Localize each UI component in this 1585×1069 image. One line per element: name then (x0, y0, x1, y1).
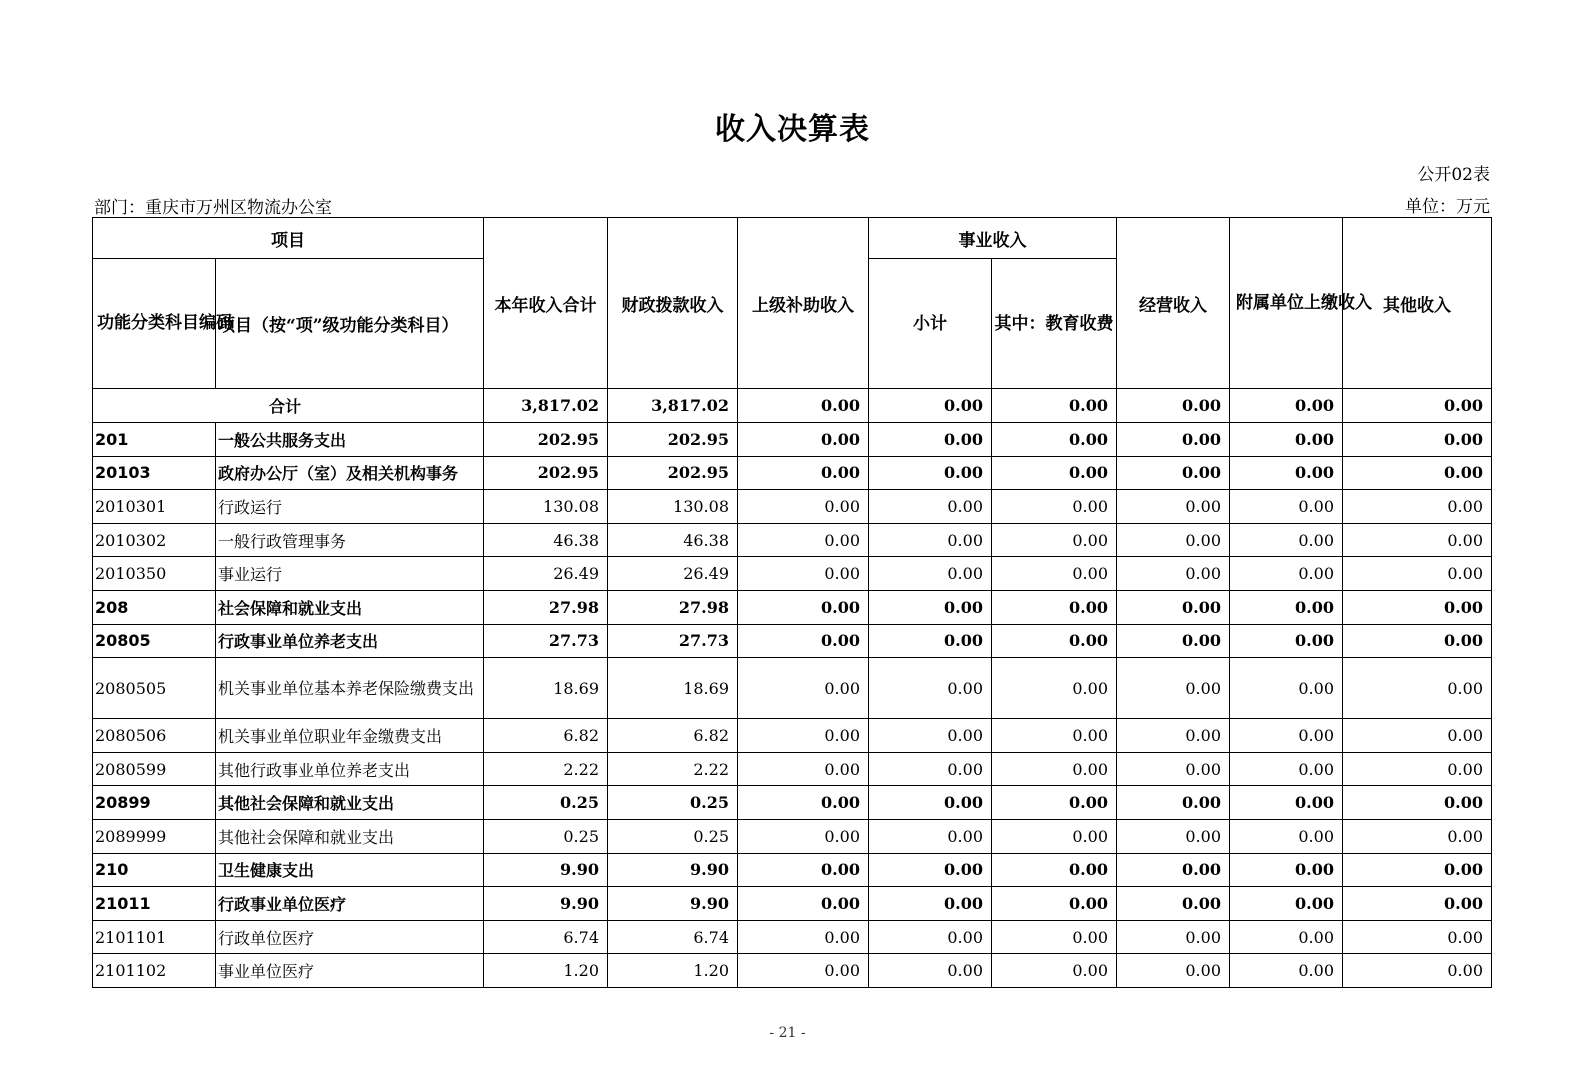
table-row (93, 752, 1492, 786)
row-value-cell: 0.00 (1343, 752, 1492, 786)
row-value-cell: 2.22 (484, 752, 608, 786)
header-education: 其中：教育收费 (992, 259, 1117, 389)
row-name: 事业单位医疗 (216, 954, 484, 988)
row-value-cell: 0.00 (1343, 456, 1492, 490)
row-code: 208 (93, 590, 216, 624)
row-name: 行政单位医疗 (216, 920, 484, 954)
row-value-cell: 0.00 (992, 523, 1117, 557)
row-code: 2010350 (93, 557, 216, 591)
row-value-cell: 0.00 (869, 423, 992, 457)
row-value-cell: 0.00 (869, 523, 992, 557)
row-value-cell: 0.00 (869, 624, 992, 658)
row-value-cell: 0.00 (1117, 590, 1230, 624)
row-value-cell: 130.08 (484, 490, 608, 524)
row-value-cell: 46.38 (608, 523, 738, 557)
row-name: 社会保障和就业支出 (216, 590, 484, 624)
row-name: 机关事业单位基本养老保险缴费支出 (216, 658, 484, 719)
row-value-cell: 0.00 (992, 887, 1117, 921)
row-value-cell: 0.00 (1117, 920, 1230, 954)
row-value-cell: 0.00 (1230, 887, 1343, 921)
row-value-cell: 0.00 (1343, 523, 1492, 557)
header-func-code: 功能分类科目编码 (93, 259, 216, 389)
total-label: 合计 (93, 389, 484, 423)
row-value-cell: 0.00 (1230, 786, 1343, 820)
row-code: 20103 (93, 456, 216, 490)
header-affiliated: 附属单位上缴收入 (1230, 218, 1343, 389)
row-value-cell: 0.00 (869, 490, 992, 524)
form-number: 公开02表 (1417, 165, 1490, 185)
row-value-cell: 0.00 (1230, 819, 1343, 853)
row-value-cell: 0.00 (1230, 456, 1343, 490)
row-value-cell: 27.73 (484, 624, 608, 658)
table-row (93, 557, 1492, 591)
row-value-cell: 0.25 (608, 819, 738, 853)
row-value-cell: 0.00 (869, 719, 992, 753)
table-row (93, 490, 1492, 524)
row-value-cell: 0.00 (1117, 819, 1230, 853)
row-value-cell: 0.00 (1230, 557, 1343, 591)
row-name: 一般行政管理事务 (216, 523, 484, 557)
row-value-cell: 0.00 (1230, 624, 1343, 658)
row-value-cell: 0.00 (1117, 887, 1230, 921)
row-value-cell: 0.00 (1230, 954, 1343, 988)
total-value-cell: 0.00 (992, 389, 1117, 423)
row-code: 2089999 (93, 819, 216, 853)
row-value-cell: 18.69 (608, 658, 738, 719)
header-subtotal: 小计 (869, 259, 992, 389)
row-value-cell: 0.00 (738, 853, 869, 887)
row-code: 2010301 (93, 490, 216, 524)
row-value-cell: 0.00 (1117, 490, 1230, 524)
row-value-cell: 9.90 (484, 887, 608, 921)
row-value-cell: 202.95 (484, 456, 608, 490)
header-row-1 (93, 218, 1492, 259)
row-name: 其他社会保障和就业支出 (216, 819, 484, 853)
row-value-cell: 0.00 (1117, 954, 1230, 988)
table-row (93, 719, 1492, 753)
row-value-cell: 0.00 (738, 954, 869, 988)
row-value-cell: 0.00 (992, 456, 1117, 490)
row-value-cell: 0.00 (869, 819, 992, 853)
row-code: 20899 (93, 786, 216, 820)
row-value-cell: 0.00 (738, 523, 869, 557)
row-value-cell: 0.00 (992, 658, 1117, 719)
row-value-cell: 2.22 (608, 752, 738, 786)
row-value-cell: 0.00 (738, 819, 869, 853)
department-label: 部门：重庆市万州区物流办公室 (94, 198, 332, 218)
table-row (93, 853, 1492, 887)
row-name: 行政事业单位医疗 (216, 887, 484, 921)
row-value-cell: 0.25 (484, 819, 608, 853)
row-value-cell: 0.00 (738, 752, 869, 786)
header-fiscal: 财政拨款收入 (608, 218, 738, 389)
table-row (93, 658, 1492, 719)
row-value-cell: 0.00 (1117, 658, 1230, 719)
row-value-cell: 0.00 (1343, 557, 1492, 591)
row-value-cell: 130.08 (608, 490, 738, 524)
row-value-cell: 0.00 (1343, 490, 1492, 524)
row-value-cell: 0.00 (992, 954, 1117, 988)
table-row (93, 624, 1492, 658)
row-value-cell: 6.82 (484, 719, 608, 753)
row-value-cell: 0.00 (738, 590, 869, 624)
header-project: 项目 (93, 218, 484, 259)
row-value-cell: 26.49 (608, 557, 738, 591)
row-name: 事业运行 (216, 557, 484, 591)
row-value-cell: 0.00 (738, 423, 869, 457)
table-row (93, 423, 1492, 457)
row-value-cell: 0.00 (738, 887, 869, 921)
row-value-cell: 0.00 (869, 590, 992, 624)
table-row (93, 819, 1492, 853)
row-value-cell: 0.00 (1230, 590, 1343, 624)
total-value-cell: 0.00 (738, 389, 869, 423)
row-value-cell: 0.00 (738, 786, 869, 820)
row-value-cell: 6.74 (484, 920, 608, 954)
row-value-cell: 1.20 (484, 954, 608, 988)
row-value-cell: 0.00 (1343, 887, 1492, 921)
row-value-cell: 0.00 (992, 423, 1117, 457)
row-value-cell: 0.00 (1230, 719, 1343, 753)
row-value-cell: 0.00 (1343, 786, 1492, 820)
row-value-cell: 0.00 (1117, 456, 1230, 490)
row-value-cell: 27.73 (608, 624, 738, 658)
row-value-cell: 0.00 (1117, 786, 1230, 820)
row-code: 2101102 (93, 954, 216, 988)
row-value-cell: 0.00 (1117, 853, 1230, 887)
row-value-cell: 0.00 (1117, 523, 1230, 557)
row-value-cell: 0.00 (1343, 658, 1492, 719)
row-value-cell: 0.00 (1230, 523, 1343, 557)
table-row (93, 456, 1492, 490)
row-value-cell: 0.00 (1117, 719, 1230, 753)
header-total: 本年收入合计 (484, 218, 608, 389)
table-row (93, 523, 1492, 557)
row-name: 其他行政事业单位养老支出 (216, 752, 484, 786)
row-value-cell: 46.38 (484, 523, 608, 557)
row-value-cell: 18.69 (484, 658, 608, 719)
row-value-cell: 27.98 (608, 590, 738, 624)
row-value-cell: 0.00 (992, 719, 1117, 753)
row-value-cell: 0.00 (992, 557, 1117, 591)
row-value-cell: 0.00 (1230, 490, 1343, 524)
total-value-cell: 0.00 (1343, 389, 1492, 423)
row-name: 政府办公厅（室）及相关机构事务 (216, 456, 484, 490)
row-value-cell: 0.25 (608, 786, 738, 820)
row-value-cell: 0.00 (869, 557, 992, 591)
row-value-cell: 0.00 (1117, 423, 1230, 457)
total-row (93, 389, 1492, 423)
row-value-cell: 0.00 (1230, 658, 1343, 719)
table-row (93, 954, 1492, 988)
row-code: 2080506 (93, 719, 216, 753)
row-value-cell: 202.95 (608, 456, 738, 490)
header-operating: 经营收入 (1117, 218, 1230, 389)
row-code: 210 (93, 853, 216, 887)
row-value-cell: 0.00 (1230, 423, 1343, 457)
row-value-cell: 0.00 (738, 490, 869, 524)
row-value-cell: 202.95 (484, 423, 608, 457)
row-value-cell: 0.00 (1343, 423, 1492, 457)
row-value-cell: 9.90 (608, 853, 738, 887)
table-row (93, 590, 1492, 624)
row-code: 2010302 (93, 523, 216, 557)
table-row (93, 786, 1492, 820)
row-value-cell: 27.98 (484, 590, 608, 624)
row-value-cell: 0.00 (992, 752, 1117, 786)
page-title: 收入决算表 (715, 112, 870, 147)
row-value-cell: 0.00 (1343, 954, 1492, 988)
total-value-cell: 3,817.02 (608, 389, 738, 423)
row-value-cell: 0.00 (869, 786, 992, 820)
row-value-cell: 0.00 (869, 887, 992, 921)
row-name: 一般公共服务支出 (216, 423, 484, 457)
row-value-cell: 202.95 (608, 423, 738, 457)
row-value-cell: 0.00 (1230, 920, 1343, 954)
unit-label: 单位：万元 (1405, 197, 1490, 217)
total-value-cell: 0.00 (1117, 389, 1230, 423)
row-value-cell: 0.00 (738, 624, 869, 658)
row-value-cell: 0.00 (1117, 752, 1230, 786)
row-value-cell: 0.00 (992, 920, 1117, 954)
row-value-cell: 9.90 (484, 853, 608, 887)
row-value-cell: 0.00 (992, 819, 1117, 853)
total-value-cell: 3,817.02 (484, 389, 608, 423)
total-value-cell: 0.00 (869, 389, 992, 423)
row-value-cell: 0.00 (869, 658, 992, 719)
row-value-cell: 0.00 (1230, 752, 1343, 786)
row-value-cell: 26.49 (484, 557, 608, 591)
header-superior: 上级补助收入 (738, 218, 869, 389)
page-number: - 21 - (769, 1025, 806, 1041)
row-value-cell: 0.00 (869, 920, 992, 954)
table-row (93, 920, 1492, 954)
row-value-cell: 0.00 (869, 456, 992, 490)
row-value-cell: 0.00 (992, 853, 1117, 887)
row-value-cell: 0.00 (1343, 819, 1492, 853)
row-value-cell: 0.00 (1117, 557, 1230, 591)
row-value-cell: 9.90 (608, 887, 738, 921)
row-value-cell: 0.00 (869, 954, 992, 988)
row-value-cell: 0.00 (1343, 590, 1492, 624)
row-name: 其他社会保障和就业支出 (216, 786, 484, 820)
header-business-group: 事业收入 (869, 218, 1117, 259)
row-value-cell: 0.00 (738, 719, 869, 753)
row-value-cell: 0.00 (992, 490, 1117, 524)
row-value-cell: 0.00 (1117, 624, 1230, 658)
row-value-cell: 0.00 (738, 456, 869, 490)
income-table (92, 217, 1492, 988)
row-value-cell: 0.25 (484, 786, 608, 820)
row-value-cell: 0.00 (1343, 624, 1492, 658)
row-name: 卫生健康支出 (216, 853, 484, 887)
row-code: 2101101 (93, 920, 216, 954)
row-value-cell: 0.00 (738, 557, 869, 591)
row-value-cell: 1.20 (608, 954, 738, 988)
row-value-cell: 0.00 (1230, 853, 1343, 887)
row-value-cell: 0.00 (869, 752, 992, 786)
row-value-cell: 0.00 (738, 920, 869, 954)
row-code: 2080599 (93, 752, 216, 786)
total-value-cell: 0.00 (1230, 389, 1343, 423)
row-value-cell: 0.00 (992, 590, 1117, 624)
row-code: 21011 (93, 887, 216, 921)
row-name: 机关事业单位职业年金缴费支出 (216, 719, 484, 753)
row-code: 201 (93, 423, 216, 457)
row-value-cell: 0.00 (869, 853, 992, 887)
row-value-cell: 0.00 (1343, 719, 1492, 753)
row-code: 20805 (93, 624, 216, 658)
header-func-name: 项目（按“项”级功能分类科目） (216, 259, 484, 389)
row-value-cell: 0.00 (1343, 920, 1492, 954)
row-name: 行政运行 (216, 490, 484, 524)
header-other: 其他收入 (1343, 218, 1492, 389)
row-value-cell: 6.74 (608, 920, 738, 954)
table-row (93, 887, 1492, 921)
row-value-cell: 0.00 (992, 624, 1117, 658)
row-value-cell: 0.00 (738, 658, 869, 719)
row-value-cell: 6.82 (608, 719, 738, 753)
row-code: 2080505 (93, 658, 216, 719)
row-value-cell: 0.00 (992, 786, 1117, 820)
row-value-cell: 0.00 (1343, 853, 1492, 887)
row-name: 行政事业单位养老支出 (216, 624, 484, 658)
